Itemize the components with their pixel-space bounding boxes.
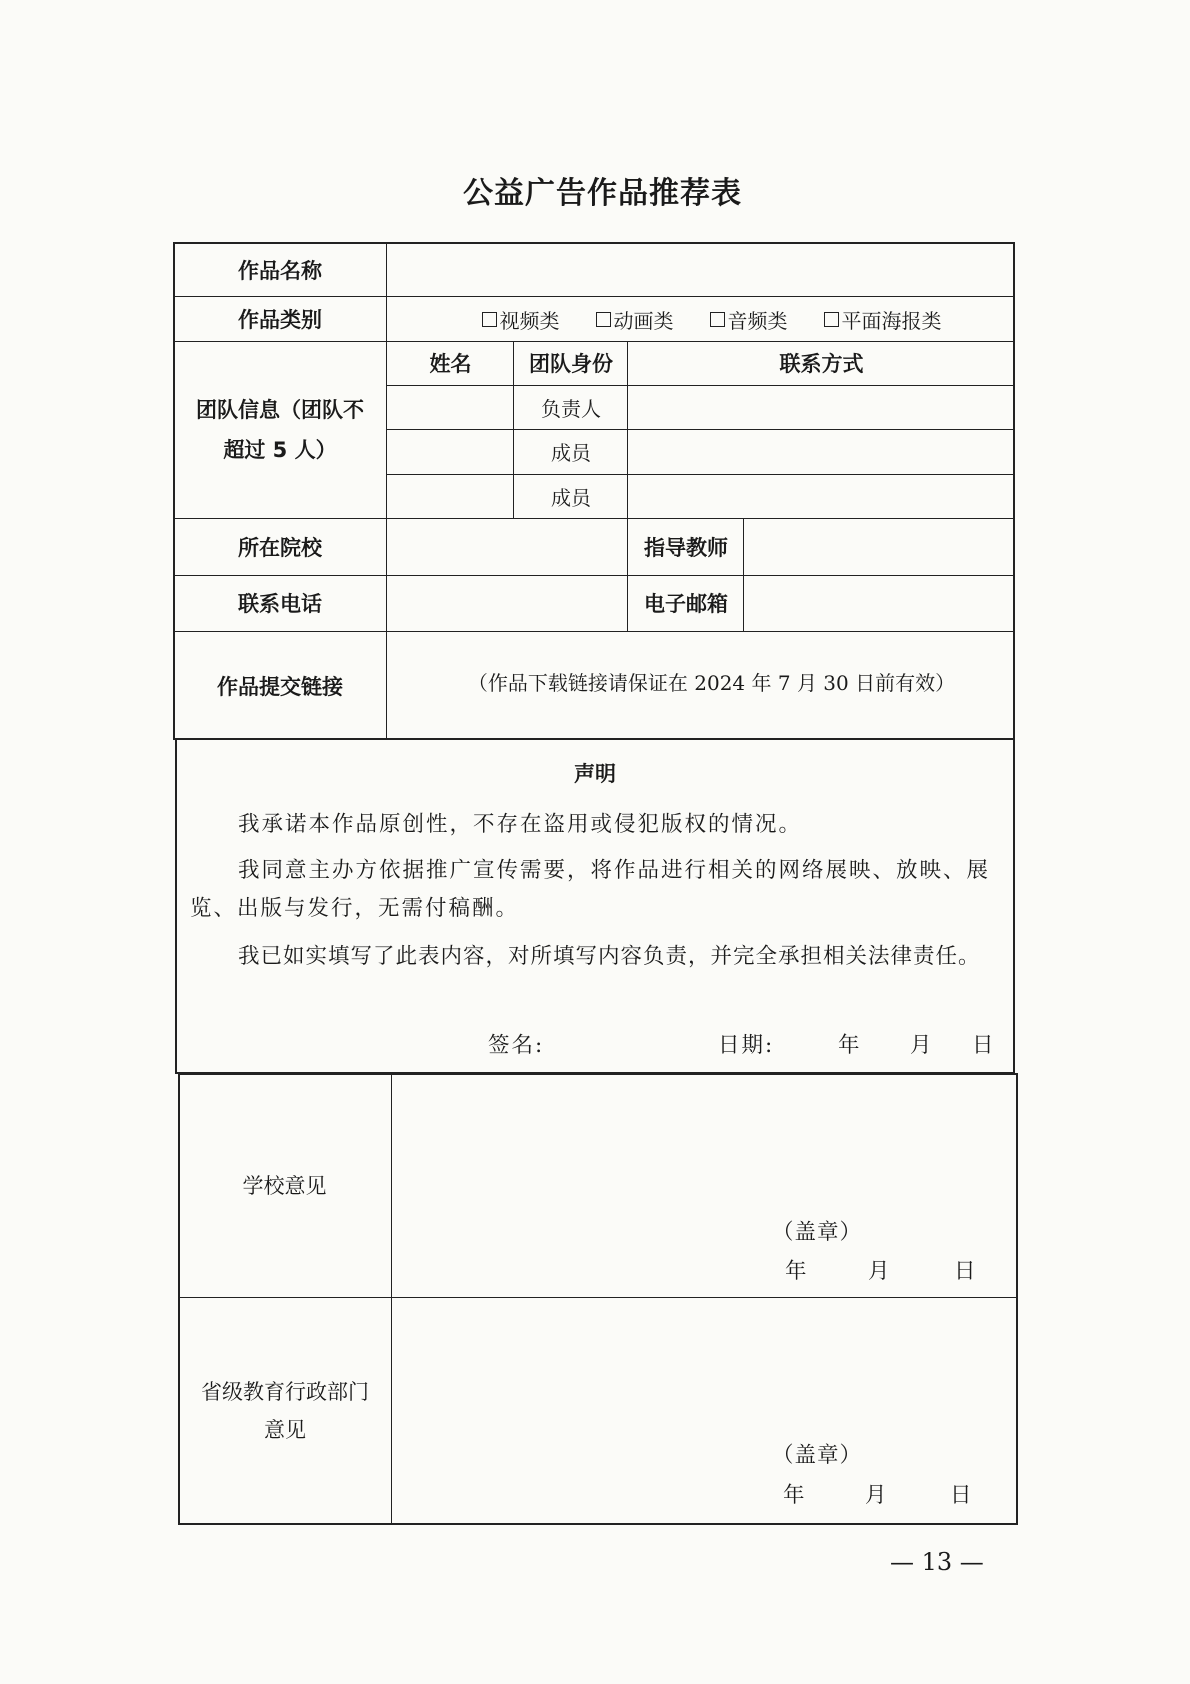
team-member-contact-field[interactable] (629, 386, 1013, 428)
category-audio-option[interactable] (710, 305, 788, 334)
category-label: 视频类 (499, 308, 560, 333)
province-date-year: 年 (783, 1483, 807, 1508)
province-opinion-text: 省级教育行政部门意见 (201, 1380, 369, 1442)
category-video-option[interactable] (482, 305, 560, 334)
submit-link-note: （作品下载链接请保证在 2024 年 7 月 30 日前有效） (467, 670, 956, 695)
checkbox[interactable] (710, 312, 725, 327)
sign-label: 签名: (488, 1033, 545, 1058)
declaration-para-2a: 我同意主办方依据推广宣传需要，将作品进行相关的网络展映、放映、展 (238, 858, 991, 883)
team-member-contact-field[interactable] (629, 430, 1013, 473)
date-label: 日期: (718, 1033, 775, 1058)
province-seal-label: （盖章） (772, 1443, 863, 1468)
province-opinion-field[interactable] (393, 1299, 1016, 1523)
school-opinion-label: 学校意见 (242, 1174, 327, 1198)
school-date-year: 年 (785, 1259, 809, 1284)
school-date-day: 日 (954, 1259, 978, 1284)
checkbox[interactable] (596, 312, 611, 327)
province-opinion-label (195, 1297, 375, 1525)
school-label: 所在院校 (238, 535, 322, 560)
date-year: 年 (838, 1033, 862, 1058)
email-label: 电子邮箱 (644, 592, 728, 616)
declaration-heading: 声明 (574, 762, 616, 786)
checkbox[interactable] (482, 312, 497, 327)
work-category-label: 作品类别 (238, 308, 322, 332)
date-month: 月 (910, 1033, 934, 1058)
sign-field[interactable] (555, 1026, 705, 1066)
declaration-para-3: 我已如实填写了此表内容，对所填写内容负责，并完全承担相关法律责任。 (238, 944, 981, 969)
submit-link-label: 作品提交链接 (217, 674, 343, 699)
advisor-field[interactable] (745, 520, 1013, 574)
province-date-month: 月 (865, 1483, 889, 1508)
team-info-text: 团队信息（团队不超过 5 人） (196, 397, 364, 462)
advisor-label: 指导教师 (644, 535, 728, 560)
checkbox[interactable] (824, 312, 839, 327)
date-day: 日 (972, 1033, 996, 1058)
email-field[interactable] (745, 577, 1013, 630)
phone-field[interactable] (388, 577, 626, 630)
team-member-contact-field[interactable] (629, 475, 1013, 517)
school-opinion-field[interactable] (393, 1075, 1016, 1295)
team-member-name-field[interactable] (388, 386, 512, 428)
team-role-member: 成员 (551, 441, 591, 465)
team-member-name-field[interactable] (388, 430, 512, 473)
page-number: — 13 — (890, 1548, 984, 1576)
school-date-month: 月 (868, 1259, 892, 1284)
school-field[interactable] (388, 520, 626, 574)
category-label: 音频类 (727, 308, 788, 333)
province-date-day: 日 (950, 1483, 974, 1508)
category-animation-option[interactable] (596, 305, 674, 334)
declaration-para-2b: 览、出版与发行，无需付稿酬。 (190, 896, 520, 921)
team-role-leader: 负责人 (541, 396, 601, 421)
school-seal-label: （盖章） (772, 1220, 863, 1245)
category-poster-option[interactable] (824, 305, 942, 334)
team-info-label (190, 341, 370, 518)
team-header-name: 姓名 (429, 352, 472, 376)
work-name-label: 作品名称 (238, 258, 322, 283)
phone-label: 联系电话 (238, 592, 322, 616)
team-member-name-field[interactable] (388, 475, 512, 517)
work-name-field[interactable] (388, 244, 1013, 296)
submit-link-field[interactable] (388, 631, 1015, 731)
team-header-role: 团队身份 (529, 352, 613, 376)
category-options (388, 297, 1015, 341)
category-label: 动画类 (613, 308, 674, 333)
page-title: 公益广告作品推荐表 (463, 176, 742, 211)
declaration-para-1: 我承诺本作品原创性，不存在盗用或侵犯版权的情况。 (238, 812, 803, 837)
team-header-contact: 联系方式 (779, 352, 864, 376)
category-label: 平面海报类 (841, 308, 942, 333)
team-role-member: 成员 (551, 485, 591, 510)
